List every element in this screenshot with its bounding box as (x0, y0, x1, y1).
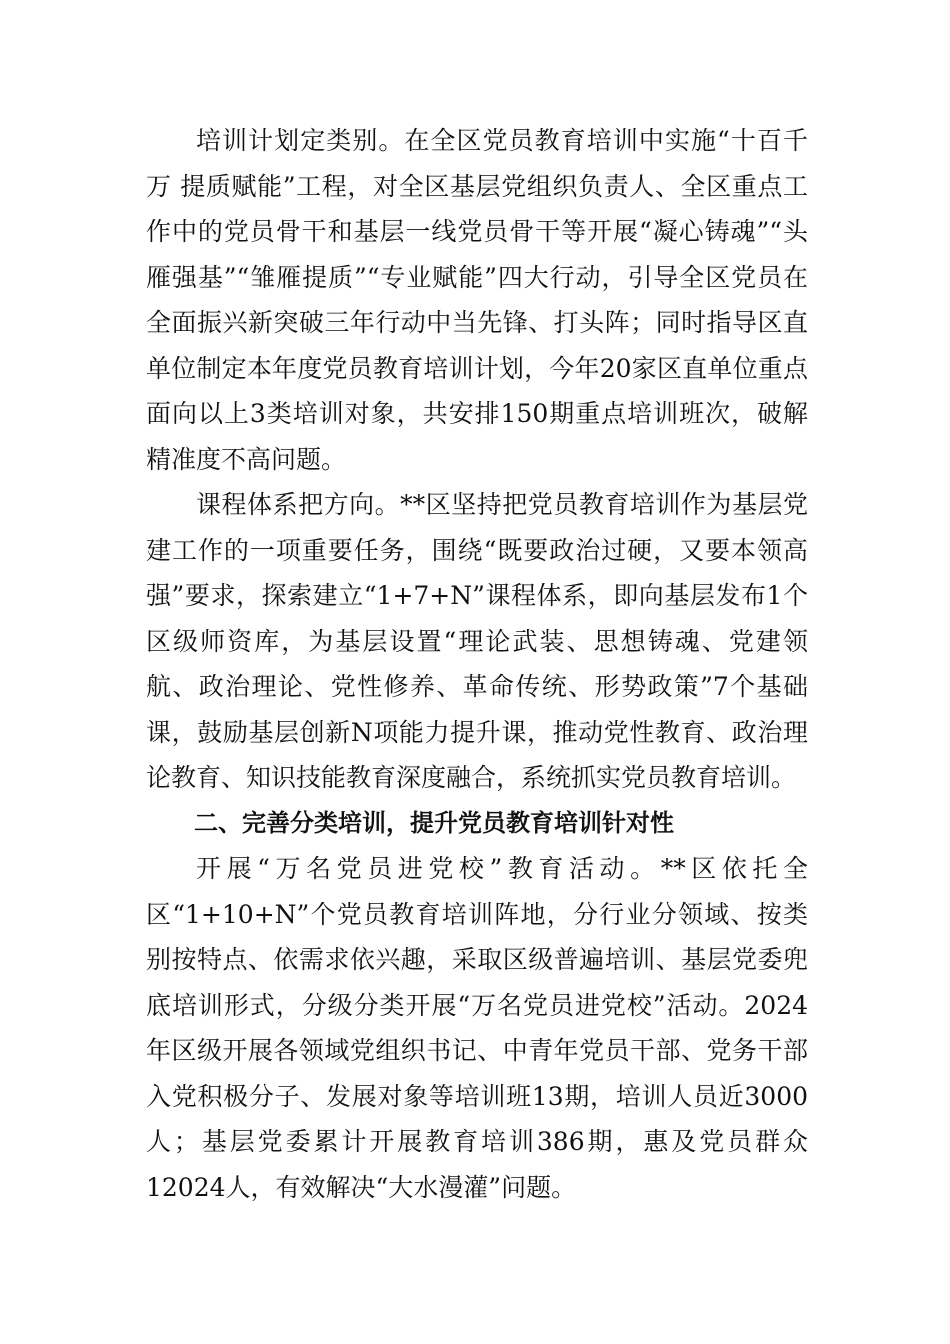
paragraph-curriculum-system: 课程体系把方向。**区坚持把党员教育培训作为基层党建工作的一项重要任务，围绕“既要政治过硬，又要本领高强”要求，探索建立“1+7+N”课程体系，即向基层发布1个区级师资库，为基层设置“理论武装、思想铸魂、党建领航、政治理论、党性修养、革命传统、形势政策”7个基础课，鼓励基层创新N项能力提升课，推动党性教育、政治理论教育、知识技能教育深度融合，系统抓实党员教育培训。 (146, 490, 808, 792)
section-heading: 二、完善分类培训，提升党员教育培训针对性 (194, 808, 674, 837)
paragraph-party-school-activity: 开展“万名党员进党校”教育活动。**区依托全区“1+10+N”个党员教育培训阵地，分行业分领域、按类别按特点、依需求依兴趣，采取区级普遍培训、基层党委兜底培训形式，分级分类开展“万名党员进党校”活动。2024年区级开展各领域党组织书记、中青年党员干部、党务干部入党积极分子、发展对象等培训班13期，培训人员近3000人；基层党委累计开展教育培训386期，惠及党员群众12024人，有效解决“大水漫灌”问题。 (146, 854, 808, 1202)
paragraph-training-plan: 培训计划定类别。在全区党员教育培训中实施“十百千万 提质赋能”工程，对全区基层党组织负责人、全区重点工作中的党员骨干和基层一线党员骨干等开展“凝心铸魂”“头雁强基”“雏雁提质”“专业赋能”四大行动，引导全区党员在全面振兴新突破三年行动中当先锋、打头阵；同时指导区直单位制定本年度党员教育培训计划，今年20家区直单位重点面向以上3类培训对象，共安排150期重点培训班次，破解精准度不高问题。 (146, 126, 808, 474)
document-body (146, 118, 808, 1210)
